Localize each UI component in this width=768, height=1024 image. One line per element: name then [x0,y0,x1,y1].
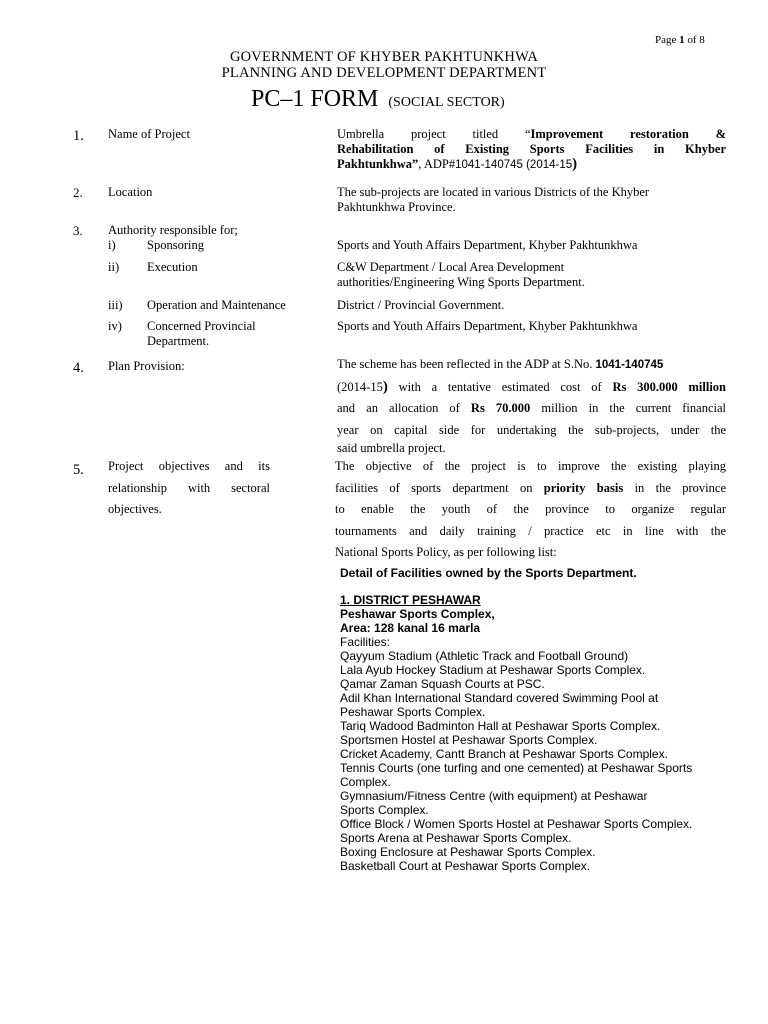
facility-line: Office Block / Women Sports Hostel at Peshawar Sports Complex. [340,817,693,831]
section-label: Plan Provision: [108,359,185,373]
facilities-label: Facilities: [340,635,391,649]
district-heading: 1. DISTRICT PESHAWAR [340,593,481,607]
department-heading: PLANNING AND DEVELOPMENT DEPARTMENT [221,65,547,81]
authority-label: Concerned Provincial Department. [147,319,256,348]
facility-line: Sports Complex. [340,803,429,817]
complex-name: Peshawar Sports Complex, [340,607,495,621]
authority-label: Operation and Maintenance [147,298,286,312]
authority-label: Sponsoring [147,238,204,252]
complex-area: Area: 128 kanal 16 marla [340,621,481,635]
authority-value: C&W Department / Local Area Development authorities/Engineering Wing Sports Department. [337,260,585,289]
facilities-list [340,649,692,873]
facility-line: Sportsmen Hostel at Peshawar Sports Complex. [340,733,598,747]
facility-line: Tennis Courts (one turfing and one cemented) at Peshawar Sports [340,761,693,775]
authority-roman: ii) [108,260,120,274]
project-name-value: Umbrella project titled “Improvement restoration & Rehabilitation of Existing Sports Facilities in Khyber Pakhtunkhwa”, ADP#1041-140745 (2014-15) [337,127,726,172]
facility-line: Lala Ayub Hockey Stadium at Peshawar Sports Complex. [340,663,646,677]
location-value: The sub-projects are located in various Districts of the Khyber Pakhtunkhwa Province. [337,185,650,214]
facility-line: Adil Khan International Standard covered Swimming Pool at [340,691,659,705]
authority-value: Sports and Youth Affairs Department, Khyber Pakhtunkhwa [337,319,638,333]
facilities-heading: Detail of Facilities owned by the Sports Department. [340,566,637,580]
section-number: 3. [73,223,83,238]
authority-roman: i) [108,238,116,252]
facility-line: Gymnasium/Fitness Centre (with equipment) at Peshawar [340,789,648,803]
authority-roman: iv) [108,319,122,333]
form-subtitle: (SOCIAL SECTOR) [388,95,505,110]
authority-value: District / Provincial Government. [337,298,505,312]
section-number: 5. [73,462,84,478]
section-label: Name of Project [108,127,190,141]
facility-line: Sports Arena at Peshawar Sports Complex. [340,831,572,845]
facility-line: Peshawar Sports Complex. [340,705,486,719]
facility-line: Qayyum Stadium (Athletic Track and Football Ground) [340,649,629,663]
authority-value: Sports and Youth Affairs Department, Khyber Pakhtunkhwa [337,238,638,252]
facility-line: Boxing Enclosure at Peshawar Sports Complex. [340,845,596,859]
objectives-value: The objective of the project is to improve the existing playing facilities of sports department on priority basis in the province to enable the youth of the province to organize regular tournaments and daily training / practice etc in line with the National Sports Policy, as per following list: [335,459,726,559]
section-number: 4. [73,360,84,376]
facilities-block [340,593,692,873]
facility-line: Complex. [340,775,391,789]
facility-line: Basketball Court at Peshawar Sports Complex. [340,859,591,873]
facility-line: Qamar Zaman Squash Courts at PSC. [340,677,545,691]
section-label: Authority responsible for; [108,223,238,237]
government-heading: GOVERNMENT OF KHYBER PAKHTUNKHWA [229,49,539,65]
facility-line: Tariq Wadood Badminton Hall at Peshawar Sports Complex. [340,719,661,733]
section-number: 1. [73,128,84,144]
facility-line: Cricket Academy, Cantt Branch at Peshawar Sports Complex. [340,747,668,761]
form-title: PC–1 FORM (SOCIAL SECTOR) [251,86,505,112]
section-label: Location [108,185,153,199]
authority-roman: iii) [108,298,123,312]
plan-provision-value: The scheme has been reflected in the ADP at S.No. 1041-140745 (2014-15) with a tentative estimated cost of Rs 300.000 million and an allocation of Rs 70.000 million in the current financial year on capital side for undertaking the sub-projects, under the said umbrella project. [337,357,726,455]
section-number: 2. [73,185,83,200]
authority-label: Execution [147,260,198,274]
page-number: Page 1 of 8 [655,34,705,46]
section-label: Project objectives and its relationship with sectoral objectives. [108,459,270,516]
